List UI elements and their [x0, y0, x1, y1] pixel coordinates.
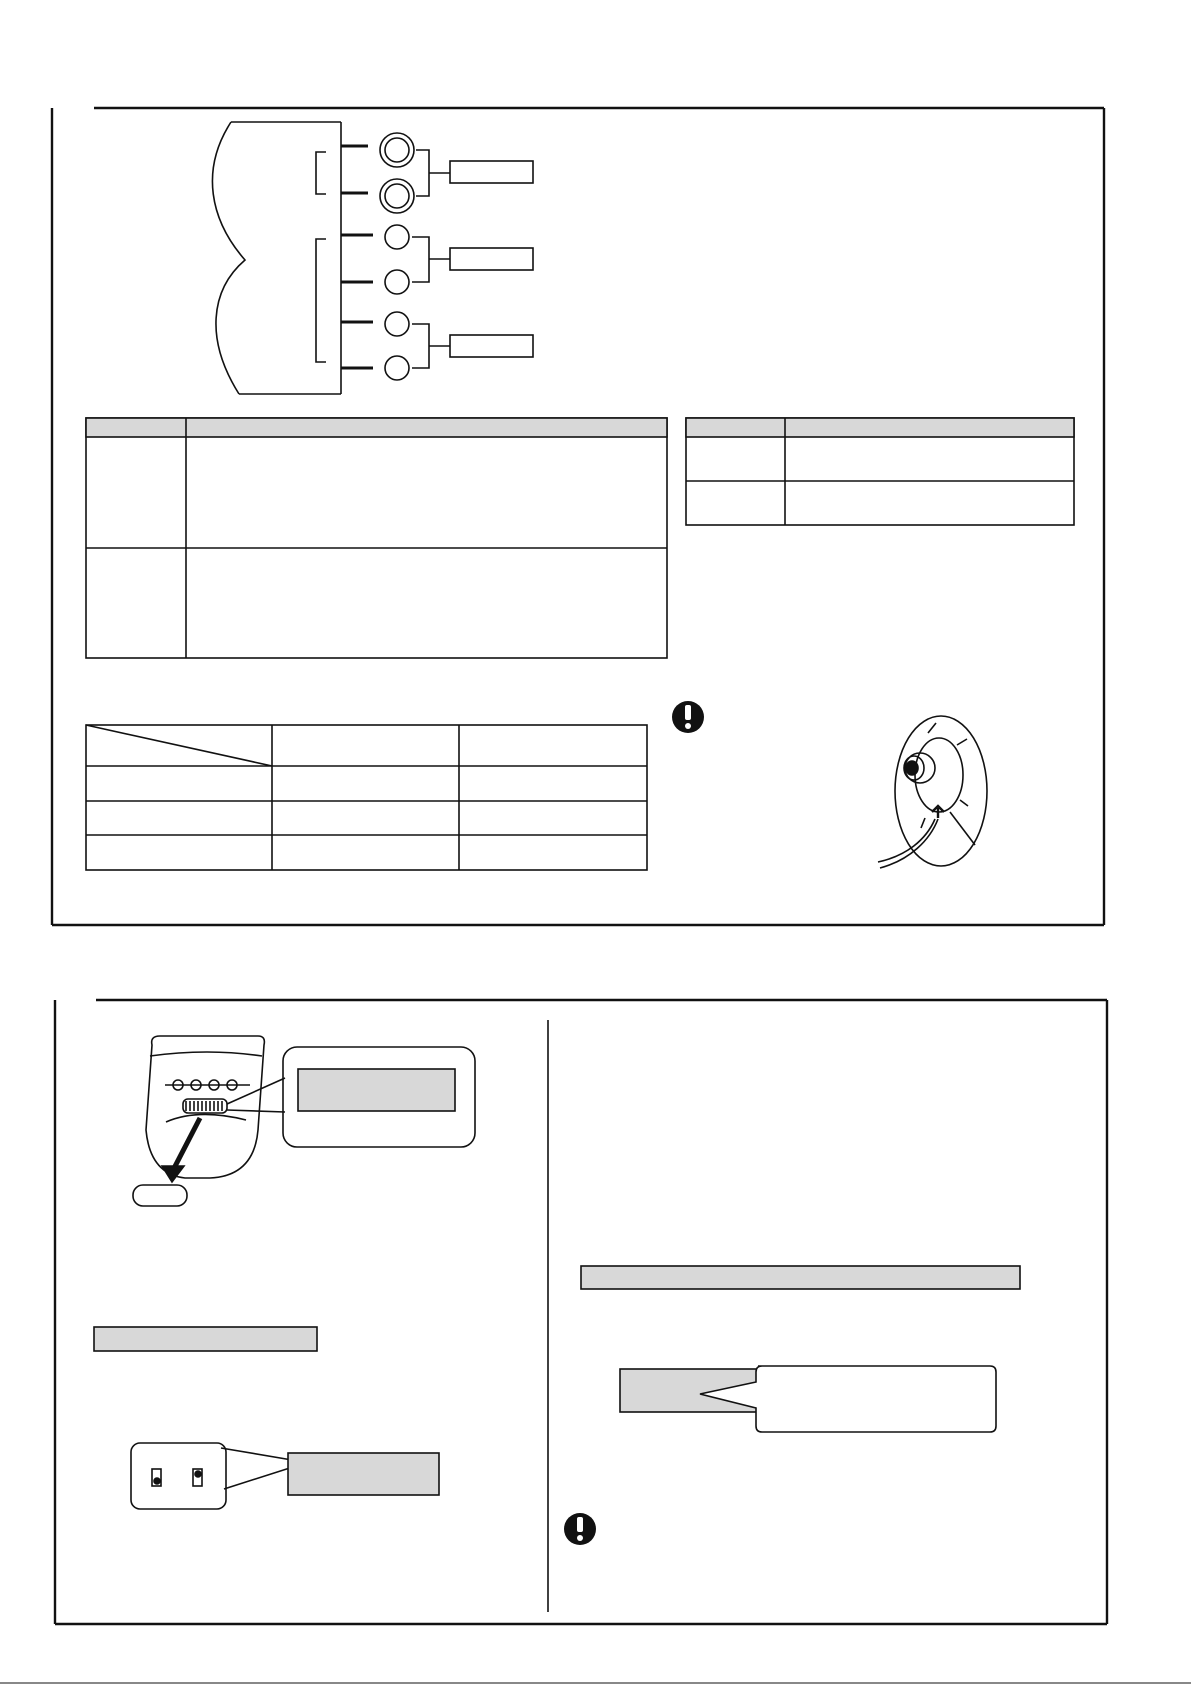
exclamation-mark-icon — [672, 701, 704, 733]
dip-switch-callout-top — [283, 1047, 475, 1147]
connector-diagram — [212, 122, 533, 394]
top-section-frame — [52, 108, 1104, 925]
table-left — [86, 418, 667, 658]
label-bar-right — [581, 1266, 1020, 1289]
label-bar-left — [94, 1327, 317, 1351]
dip-switch-detail-right — [620, 1366, 996, 1432]
speaker-icon — [878, 716, 987, 868]
table-right — [686, 418, 1074, 525]
exclamation-mark-icon — [564, 1513, 596, 1545]
table-bottom — [86, 725, 647, 870]
wall-unit-icon — [133, 1036, 285, 1206]
dip-switch-detail-left — [131, 1443, 439, 1509]
